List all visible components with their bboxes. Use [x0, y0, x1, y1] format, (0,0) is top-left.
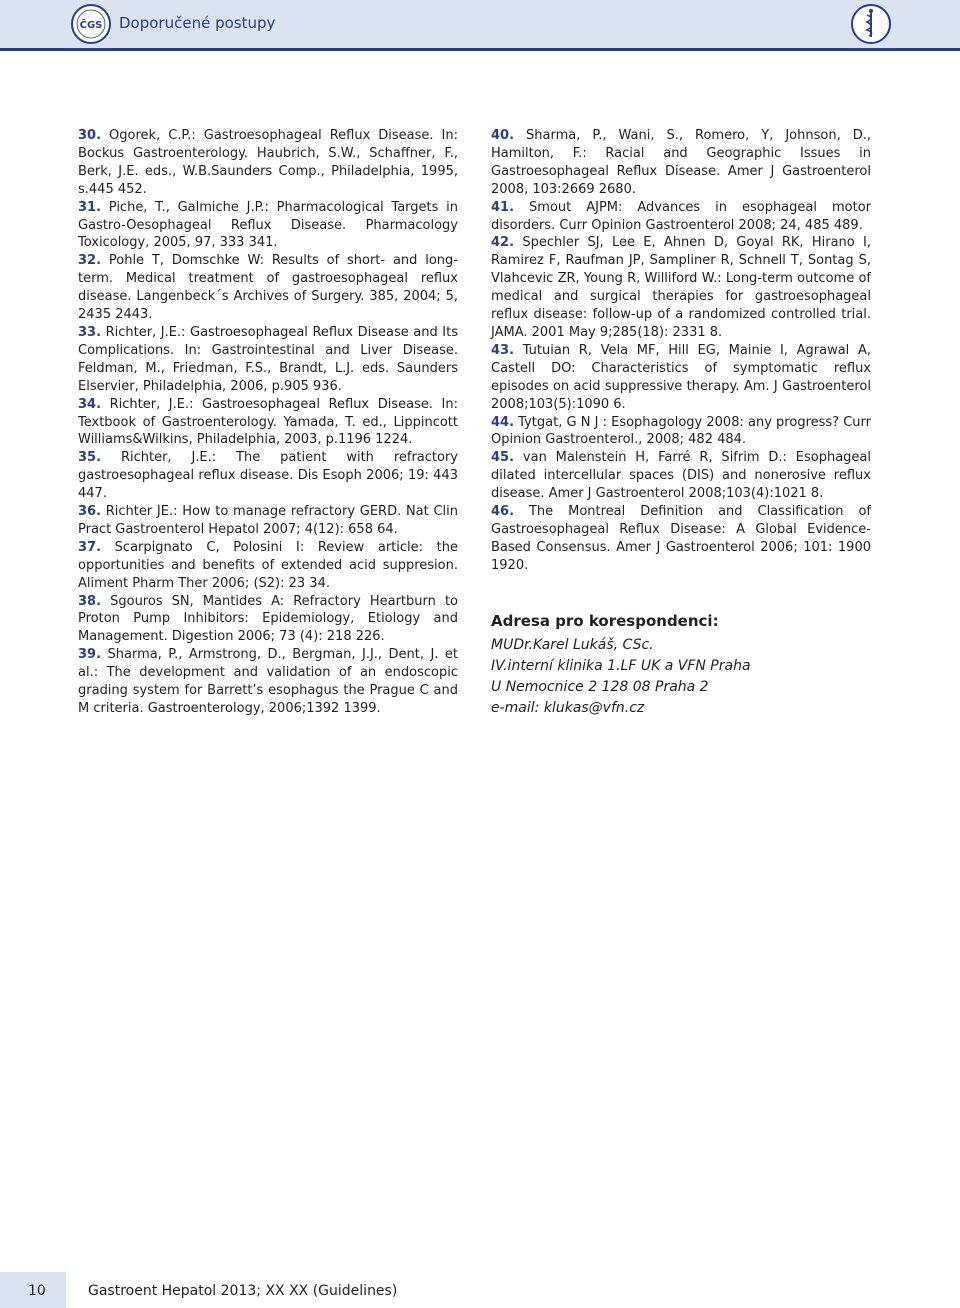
reference-item [78, 503, 458, 539]
reference-number: 36. [78, 504, 102, 520]
reference-text: Pohle T, Domschke W: Results of short- and long-term. Medical treatment of gastroesophageal reflux disease. Langenbeck´s Archives of Surgery. 385, 2004; 5, 2435 2443. [78, 253, 458, 323]
section-title: Doporučené postupy [119, 14, 276, 32]
reference-number: 40. [491, 128, 515, 143]
reference-item [491, 199, 871, 235]
reference-number: 38. [78, 593, 102, 609]
reference-text: Richter, J.E.: Gastroesophageal Reflux Disease and Its Complications. In: Gastrointestinal and Liver Disease. Feldman, M., Friedman, F.S., Brandt, L.J. eds. Saunders Elservier, Philadelphia, 2006, p.905 936. [78, 324, 458, 394]
reference-item [78, 199, 458, 253]
reference-number: 30. [78, 128, 102, 143]
reference-text: van Malenstein H, Farré R, Sifrim D.: Esophageal dilated intercellular spaces (DIS) and nonerosive reflux disease. Amer J Gastroenterol 2008;103(4):1021 8. [491, 450, 871, 502]
references-column-right [491, 127, 871, 719]
correspondence-title: Adresa pro korespondenci: [491, 611, 719, 630]
reference-item [491, 234, 871, 341]
reference-text: The Montreal Definition and Classification of Gastroesophageal Reflux Disease: A Global Evidence-Based Consensus. Amer J Gastroenterol 2006; 101: 1900 1920. [491, 504, 871, 573]
reference-item [78, 539, 458, 593]
correspondence-department: IV.interní klinika 1.LF UK a VFN Praha [491, 657, 751, 674]
reference-number: 45. [491, 450, 515, 466]
reference-text: Sgouros SN, Mantides A: Refractory Heartburn to Proton Pump Inhibitors: Epidemiology, Etiology and Management. Digestion 2006; 73 (4): 218 226. [78, 593, 458, 645]
page-number: 10 [28, 1283, 46, 1299]
cgs-logo-icon [70, 2, 112, 46]
references-list-right [491, 127, 871, 575]
reference-number: 42. [491, 235, 515, 251]
reference-number: 43. [491, 342, 515, 358]
reference-item [491, 127, 871, 199]
reference-number: 33. [78, 324, 102, 340]
reference-text: Ogorek, C.P.: Gastroesophageal Reflux Disease. In: Bockus Gastroenterology. Haubrich, S.W., Schaffner, F., Berk, J.E. eds., W.B.Saunders Comp., Philadelphia, 1995, s.445 452. [78, 128, 458, 197]
page-footer [0, 1272, 960, 1308]
references-column-left [78, 127, 458, 718]
reference-item [78, 252, 458, 324]
reference-item [78, 646, 458, 718]
reference-item [78, 396, 458, 450]
reference-text: Scarpignato C, Polosini I: Review article: the opportunities and benefits of extended acid suppresion. Aliment Pharm Ther 2006; (S2): 23 34. [78, 539, 458, 591]
reference-text: Spechler SJ, Lee E, Ahnen D, Goyal RK, Hirano I, Ramirez F, Raufman JP, Sampliner R, Schnell T, Sontag S, Vlahcevic ZR, Young R, Williford W.: Long-term outcome of medical and surgical therapies for gastroesophageal reflux disease: follow-up of a randomized controlled trial. JAMA. 2001 May 9;285(18): 2331 8. [491, 235, 871, 340]
reference-text: Richter, J.E.: The patient with refractory gastroesophageal reflux disease. Dis Esoph 2006; 19: 443 447. [78, 450, 458, 502]
journal-citation: Gastroent Hepatol 2013; XX XX (Guidelines) [88, 1283, 398, 1299]
reference-text: Sharma, P., Armstrong, D., Bergman, J.J., Dent, J. et al.: The development and validation of an endoscopic grading system for Barrett’s esophagus the Prague C and M criteria. Gastroenterology, 2006;1392 1399. [78, 647, 458, 716]
reference-number: 46. [491, 504, 515, 520]
header-rule [0, 48, 960, 51]
reference-item [491, 414, 871, 450]
reference-text: Piche, T., Galmiche J.P.: Pharmacological Targets in Gastro-Oesophageal Reflux Disease. Pharmacology Toxicology, 2005, 97, 333 341. [78, 199, 458, 251]
correspondence-street: U Nemocnice 2 128 08 Praha 2 [491, 678, 709, 695]
reference-text: Sharma, P., Wani, S., Romero, Y, Johnson, D., Hamilton, F.: Racial and Geographic Issues in Gastroesophageal Reflux Disease. Amer J Gastroenterol 2008, 103:2669 2680. [491, 128, 871, 197]
reference-number: 37. [78, 539, 102, 555]
reference-number: 31. [78, 199, 102, 215]
reference-number: 41. [491, 199, 515, 215]
reference-text: Richter, J.E.: Gastroesophageal Reflux Disease. In: Textbook of Gastroenterology. Yamada, T. ed., Lippincott Williams&Wilkins, Philadelphia, 2003, p.1196 1224. [78, 396, 458, 448]
reference-item [78, 127, 458, 199]
reference-number: 34. [78, 396, 102, 412]
reference-number: 32. [78, 253, 102, 269]
reference-number: 44. [491, 414, 515, 430]
reference-text: Smout AJPM: Advances in esophageal motor disorders. Curr Opinion Gastroenterol 2008; 24, 485 489. [491, 199, 871, 233]
reference-text: Richter JE.: How to manage refractory GERD. Nat Clin Pract Gastroenterol Hepatol 2007; 4(12): 658 64. [78, 504, 458, 537]
reference-text: Tytgat, G N J : Esophagology 2008: any progress? Curr Opinion Gastroenterol., 2008; 482 484. [491, 414, 871, 448]
reference-number: 35. [78, 450, 102, 466]
cgs-logo-text: ČGS [79, 20, 103, 31]
reference-item [491, 449, 871, 503]
reference-item [78, 449, 458, 503]
reference-number: 39. [78, 647, 102, 663]
reference-item [78, 593, 458, 647]
cls-jep-logo-icon [850, 2, 892, 46]
reference-item [78, 324, 458, 396]
correspondence-email[interactable]: e-mail: klukas@vfn.cz [491, 699, 645, 716]
reference-item [491, 342, 871, 414]
correspondence-name: MUDr.Karel Lukáš, CSc. [491, 636, 654, 653]
reference-item [491, 503, 871, 575]
page-header [0, 0, 960, 52]
reference-text: Tutuian R, Vela MF, Hill EG, Mainie I, Agrawal A, Castell DO: Characteristics of symptomatic reflux episodes on acid suppressive therapy. Am. J Gastroenterol 2008;103(5):1090 6. [491, 342, 871, 412]
